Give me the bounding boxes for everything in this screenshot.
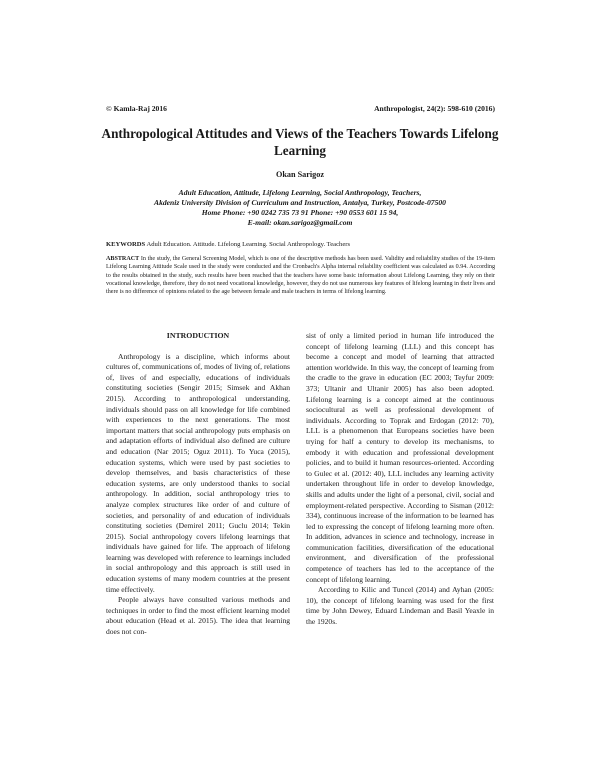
- keywords-block: [106, 240, 495, 249]
- copyright-notice: © Kamla-Raj 2016: [106, 104, 167, 113]
- section-heading: INTRODUCTION: [166, 331, 230, 340]
- body-paragraph: sist of only a limited period in human life introduced the concept of lifelong learning (LLL) and this concept has become a concept and model of learning that attracted attention worldwide. In this way, the concept of learning from the cradle to the grave in education (EC 2003; Teyfur 2009: 373; Ultanir and Ultanir 2005) has also been adopted. Lifelong learning is a concept aimed at the continuous sociocultural as well as professional development of individuals. According to Toprak and Erdogan (2012: 70), LLL is a phenomenon that Europeans societies have been trying for half a century to develop its mechanisms, to embody it with education and professional development policies, and to build it human resources-oriented. According to Gulec et al. (2012: 40), LLL includes any learning activity undertaken throughout life in order to develop knowledge, skills and adults under the light of a personal, civil, social and employment-related perspective. According to Sisman (2012: 334), continuous increase of the information to be learned has led to expressing the concept of lifelong learning more often. In addition, advances in science and technology, increase in communication facilities, diversification of the educational environment, and diversification of the professional competence of teachers has led to the acceptance of the concept of lifelong learning.: [306, 331, 494, 584]
- body-paragraph: According to Kilic and Tuncel (2014) and Ayhan (2005: 10), the concept of lifelong learning was used for the first time by John Dewey, Eduard Lindeman and Basil Yeaxle in the 1920s.: [306, 585, 494, 627]
- abstract-text: In the study, the General Screening Model, which is one of the descriptive methods has been used. Validity and reliability studies of the 19-item Lifelong Learning Attitude Scale used in the study were conducted and the Cronbach's Alpha internal reliability coefficient was calculated as 0.94. According to the results obtained in the study, such results have been reached that the teachers have some basic information about Lifelong Learning, they rely on their vocational knowledge, therefore, they do not need vocational knowledge, however, they do not use numerous key features of lifelong learning in their lives and there is no difference of opinions related to the age between female and male teachers in terms of lifelong learning.: [106, 256, 495, 296]
- keywords-text: Adult Education. Attitude. Lifelong Learning. Social Anthropology. Teachers: [145, 241, 351, 248]
- journal-citation: Anthropologist, 24(2): 598-610 (2016): [374, 104, 495, 113]
- abstract-block: [106, 255, 495, 296]
- keywords-label: KEYWORDS: [106, 241, 146, 248]
- body-paragraph: Anthropology is a discipline, which informs about cultures of, communications of, modes of living of, relations of, lives of and especially, educations of individuals constituting societies (Sengir 2015; Simsek and Akhan 2015). According to anthropological understanding, individuals should pass on all knowledge for life combined with experiences to the next generations. The most important matters that social anthropology puts emphasis on and adaptation efforts of individual also defined are culture and education (Nar 2015; Oguz 2011). To Yuca (2015), education systems, which were used by past societies to develop themselves, and basis characteristics of these education systems, are only understood thanks to social anthropology. In addition, social anthropology tries to analyze complex structures like order of and culture of societies, and personality of and education of individuals constituting societies (Demirel 2011; Guclu 2014; Tekin 2015). Social anthropology covers lifelong learnings that individuals have gained for life. The approach of lifelong learning was developed with reference to learnings included in social anthropology and this approach is still used in education systems of many modern countries at the present time effectively.: [106, 351, 290, 594]
- affiliation-line: Home Phone: +90 0242 735 73 91 Phone: +90 0553 601 15 94,: [201, 208, 399, 217]
- abstract-label: ABSTRACT: [106, 256, 140, 262]
- right-column: [306, 331, 494, 628]
- author-name: Okan Sarigoz: [276, 170, 324, 179]
- body-paragraph: People always have consulted various methods and techniques in order to find the most efficient learning model about education (Head et al. 2015). The idea that learning does not con-: [106, 595, 290, 637]
- paper-title: Anthropological Attitudes and Views of the Teachers Towards Lifelong Learning: [101, 126, 499, 158]
- running-header: [106, 104, 495, 116]
- left-column: [106, 331, 290, 638]
- affiliation-line: Adult Education, Attitude, Lifelong Learning, Social Anthropology, Teachers,: [178, 188, 422, 197]
- affiliation-block: [95, 188, 505, 228]
- affiliation-line: Akdeniz University Division of Curriculum and Instruction, Antalya, Turkey, Postcode-07500: [154, 198, 446, 207]
- email-line: E-mail: okan.sarigoz@gmail.com: [247, 218, 353, 227]
